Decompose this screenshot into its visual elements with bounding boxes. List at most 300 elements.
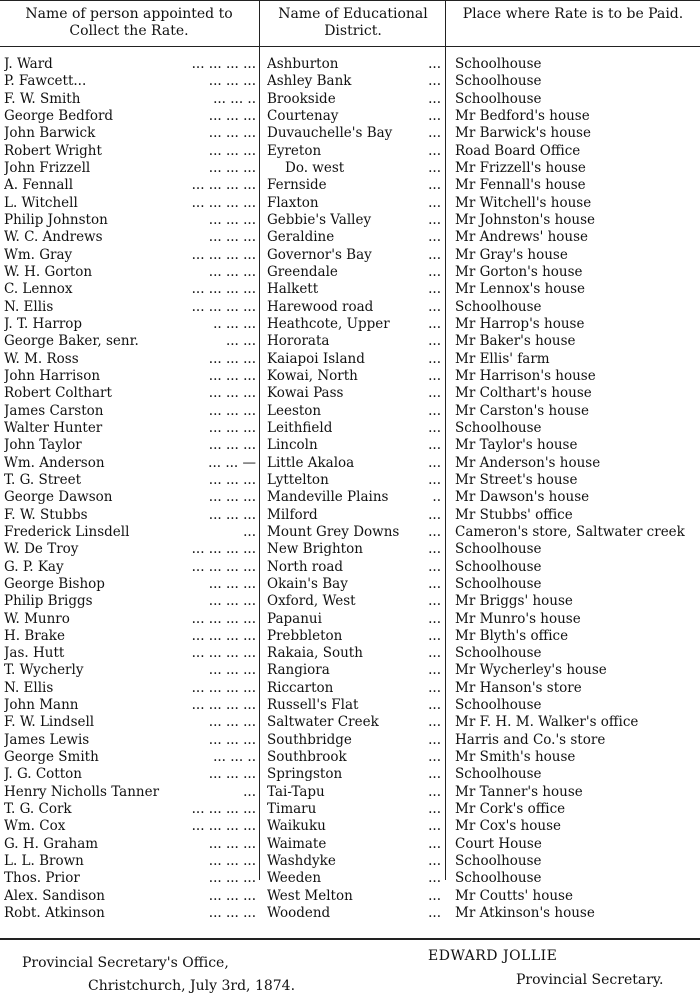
payment-place-cell	[455, 472, 700, 489]
district-name: Prebbleton	[267, 627, 343, 644]
payment-place-cell	[455, 91, 700, 108]
district-name: Oxford, West	[267, 593, 356, 610]
collector-name: Robert Colthart	[4, 385, 112, 402]
district-leader-dots: ...	[428, 558, 441, 575]
district-leader-dots: ...	[428, 679, 441, 696]
payment-place-cell	[455, 766, 700, 783]
collector-cell	[4, 333, 256, 350]
district-cell	[267, 818, 441, 835]
collector-name: Henry Nicholls Tanner	[4, 783, 160, 800]
district-name: New Brighton	[267, 541, 363, 558]
payment-place-cell	[455, 559, 700, 576]
district-leader-dots: ...	[428, 523, 441, 540]
payment-place-cell	[455, 108, 700, 125]
district-name: Eyreton	[267, 142, 322, 159]
district-cell	[267, 403, 441, 420]
collector-cell	[4, 143, 256, 160]
collector-name: W. De Troy	[4, 541, 79, 558]
payment-place: Mr Atkinson's house	[455, 905, 595, 922]
collector-leader-dots: ... ... ..	[213, 749, 256, 766]
header-collector-text: Name of person appointed to Collect the Rate.	[25, 6, 233, 39]
district-name: Leithfield	[267, 419, 333, 436]
header-collector	[0, 6, 258, 42]
district-cell	[267, 143, 441, 160]
collector-cell	[4, 212, 256, 229]
district-leader-dots: ...	[428, 506, 441, 523]
district-cell	[267, 247, 441, 264]
collector-cell	[4, 403, 256, 420]
table-row	[0, 732, 700, 749]
collector-name: George Smith	[4, 749, 99, 766]
collector-name: A. Fennall	[4, 177, 74, 194]
district-leader-dots: ...	[428, 159, 441, 176]
table-row	[0, 247, 700, 264]
collector-cell	[4, 229, 256, 246]
district-cell	[267, 732, 441, 749]
district-cell	[267, 281, 441, 298]
district-name: Halkett	[267, 281, 319, 298]
collector-cell	[4, 264, 256, 281]
payment-place: Mr Dawson's house	[455, 489, 590, 506]
payment-place: Schoolhouse	[455, 870, 542, 887]
payment-place-cell	[455, 125, 700, 142]
payment-place: Mr Blyth's office	[455, 627, 569, 644]
district-cell	[267, 836, 441, 853]
table-top-rule	[0, 0, 700, 1]
collector-cell	[4, 472, 256, 489]
table-row	[0, 628, 700, 645]
district-leader-dots: ...	[428, 125, 441, 142]
table-row	[0, 333, 700, 350]
payment-place: Schoolhouse	[455, 90, 542, 107]
payment-place-cell	[455, 368, 700, 385]
collector-leader-dots: .. ... ...	[213, 315, 256, 332]
district-leader-dots: ...	[428, 281, 441, 298]
collector-cell	[4, 195, 256, 212]
payment-place-cell	[455, 143, 700, 160]
table-row	[0, 281, 700, 298]
collector-cell	[4, 853, 256, 870]
collector-cell	[4, 420, 256, 437]
table-row	[0, 818, 700, 835]
district-name: Governor's Bay	[267, 246, 372, 263]
district-name: Springston	[267, 766, 343, 783]
district-cell	[267, 541, 441, 558]
footer-office: Provincial Secretary's Office,	[22, 955, 229, 971]
district-leader-dots: ...	[428, 541, 441, 558]
table-row	[0, 56, 700, 73]
payment-place-cell	[455, 56, 700, 73]
collector-cell	[4, 73, 256, 90]
collector-cell	[4, 593, 256, 610]
payment-place: Schoolhouse	[455, 298, 542, 315]
payment-place-cell	[455, 628, 700, 645]
district-cell	[267, 56, 441, 73]
collector-leader-dots: ... ... ...	[208, 662, 256, 679]
payment-place: Mr Coutts' house	[455, 887, 573, 904]
collector-leader-dots: ... ... ...	[208, 125, 256, 142]
district-cell	[267, 212, 441, 229]
table-row	[0, 316, 700, 333]
table-row	[0, 229, 700, 246]
collector-cell	[4, 160, 256, 177]
district-name: Do. west	[285, 159, 345, 176]
collector-cell	[4, 316, 256, 333]
collector-leader-dots: ... ... ...	[208, 419, 256, 436]
district-cell	[267, 697, 441, 714]
collector-name: Robt. Atkinson	[4, 905, 105, 922]
collector-cell	[4, 541, 256, 558]
district-cell	[267, 870, 441, 887]
collector-cell	[4, 714, 256, 731]
collector-leader-dots: ... ... ...	[208, 385, 256, 402]
district-name: Tai-Tapu	[267, 783, 325, 800]
collector-cell	[4, 697, 256, 714]
payment-place-cell	[455, 611, 700, 628]
payment-place-cell	[455, 541, 700, 558]
district-leader-dots: ...	[428, 801, 441, 818]
district-name: Papanui	[267, 610, 322, 627]
payment-place: Schoolhouse	[455, 541, 542, 558]
collector-leader-dots: ... ... ..	[213, 90, 256, 107]
district-name: Ashburton	[267, 56, 339, 72]
payment-place-cell	[455, 836, 700, 853]
district-name: Rangiora	[267, 662, 330, 679]
district-cell	[267, 662, 441, 679]
payment-place: Schoolhouse	[455, 558, 542, 575]
collector-cell	[4, 177, 256, 194]
district-cell	[267, 316, 441, 333]
district-leader-dots: ...	[428, 229, 441, 246]
district-leader-dots: ...	[428, 315, 441, 332]
table-row	[0, 299, 700, 316]
district-cell	[267, 680, 441, 697]
payment-place-cell	[455, 853, 700, 870]
table-row	[0, 368, 700, 385]
district-leader-dots: ...	[428, 419, 441, 436]
district-leader-dots: ...	[428, 610, 441, 627]
collector-leader-dots: ... ... ... ...	[191, 818, 256, 835]
district-cell	[267, 784, 441, 801]
collector-cell	[4, 628, 256, 645]
district-cell	[267, 160, 441, 177]
district-leader-dots: ...	[428, 783, 441, 800]
district-leader-dots: ...	[428, 107, 441, 124]
payment-place-cell	[455, 403, 700, 420]
collector-leader-dots: ... ... ... ...	[191, 801, 256, 818]
payment-place-cell	[455, 818, 700, 835]
header-bottom-rule	[0, 46, 700, 47]
district-cell	[267, 611, 441, 628]
collector-name: P. Fawcett...	[4, 73, 87, 90]
district-leader-dots: ...	[428, 627, 441, 644]
table-row	[0, 680, 700, 697]
collector-name: Walter Hunter	[4, 419, 103, 436]
district-cell	[267, 524, 441, 541]
payment-place-cell	[455, 697, 700, 714]
payment-place: Mr Barwick's house	[455, 125, 591, 142]
payment-place: Mr Witchell's house	[455, 194, 592, 211]
collector-cell	[4, 766, 256, 783]
district-name: Courtenay	[267, 107, 339, 124]
collector-cell	[4, 507, 256, 524]
table-row	[0, 195, 700, 212]
header-district-text: Name of Educational District.	[278, 6, 428, 39]
collector-name: John Frizzell	[4, 159, 91, 176]
collector-leader-dots: ... ... ... ...	[191, 627, 256, 644]
collector-name: F. W. Smith	[4, 90, 81, 107]
district-leader-dots: ...	[428, 56, 441, 72]
district-leader-dots: ...	[428, 905, 441, 922]
collector-name: Robert Wright	[4, 142, 102, 159]
collector-name: George Bedford	[4, 107, 114, 124]
collector-name: George Bishop	[4, 575, 105, 592]
district-cell	[267, 766, 441, 783]
district-cell	[267, 264, 441, 281]
payment-place: Mr Bedford's house	[455, 107, 590, 124]
collector-cell	[4, 680, 256, 697]
district-name: Mandeville Plains	[267, 489, 389, 506]
district-name: Weeden	[267, 870, 322, 887]
district-name: Russell's Flat	[267, 697, 359, 714]
district-cell	[267, 489, 441, 506]
collector-leader-dots: ... ... ...	[208, 402, 256, 419]
district-name: Kowai Pass	[267, 385, 344, 402]
collector-name: N. Ellis	[4, 679, 54, 696]
district-name: Heathcote, Upper	[267, 315, 390, 332]
collector-name: John Barwick	[4, 125, 96, 142]
district-leader-dots: ...	[428, 263, 441, 280]
payment-place: Mr Hanson's store	[455, 679, 582, 696]
collector-name: G. P. Kay	[4, 558, 64, 575]
collector-leader-dots: ... ... —	[208, 454, 256, 471]
payment-place-cell	[455, 507, 700, 524]
payment-place-cell	[455, 714, 700, 731]
payment-place-cell	[455, 73, 700, 90]
collector-cell	[4, 385, 256, 402]
table-row	[0, 836, 700, 853]
collector-leader-dots: ... ... ...	[208, 506, 256, 523]
table-row	[0, 472, 700, 489]
payment-place: Mr Smith's house	[455, 749, 576, 766]
collector-leader-dots: ... ... ...	[208, 593, 256, 610]
table-row	[0, 385, 700, 402]
collector-cell	[4, 888, 256, 905]
table-row	[0, 714, 700, 731]
collector-name: George Dawson	[4, 489, 113, 506]
district-leader-dots: ...	[428, 471, 441, 488]
collector-leader-dots: ... ... ... ...	[191, 194, 256, 211]
payment-place-cell	[455, 264, 700, 281]
district-leader-dots: ...	[428, 749, 441, 766]
district-name: West Melton	[267, 887, 353, 904]
district-leader-dots: ...	[428, 853, 441, 870]
table-row	[0, 177, 700, 194]
district-leader-dots: ...	[428, 298, 441, 315]
table-row	[0, 524, 700, 541]
collector-leader-dots: ... ... ...	[208, 229, 256, 246]
payment-place-cell	[455, 489, 700, 506]
collector-name: W. M. Ross	[4, 350, 79, 367]
payment-place: Mr Wycherley's house	[455, 662, 607, 679]
payment-place-cell	[455, 351, 700, 368]
district-cell	[267, 195, 441, 212]
collector-leader-dots: ... ... ... ...	[191, 645, 256, 662]
table-row	[0, 905, 700, 922]
table-row	[0, 507, 700, 524]
collector-cell	[4, 836, 256, 853]
district-cell	[267, 385, 441, 402]
table-row	[0, 801, 700, 818]
collector-name: Thos. Prior	[4, 870, 80, 887]
payment-place: Mr Cox's house	[455, 818, 562, 835]
payment-place: Mr Andrews' house	[455, 229, 589, 246]
collector-leader-dots: ... ... ... ...	[191, 558, 256, 575]
collector-cell	[4, 125, 256, 142]
table-row	[0, 749, 700, 766]
collector-cell	[4, 368, 256, 385]
district-cell	[267, 559, 441, 576]
collector-name: J. Ward	[4, 56, 53, 72]
district-leader-dots: ...	[428, 437, 441, 454]
payment-place: Mr Harrison's house	[455, 367, 596, 384]
collector-name: N. Ellis	[4, 298, 54, 315]
district-cell	[267, 645, 441, 662]
collector-leader-dots: ... ... ...	[208, 471, 256, 488]
collector-cell	[4, 455, 256, 472]
payment-place: Schoolhouse	[455, 575, 542, 592]
district-leader-dots: ...	[428, 731, 441, 748]
collector-leader-dots: ... ... ... ...	[191, 697, 256, 714]
district-cell	[267, 351, 441, 368]
payment-place: Schoolhouse	[455, 419, 542, 436]
table-row	[0, 611, 700, 628]
payment-place: Harris and Co.'s store	[455, 731, 606, 748]
district-cell	[267, 455, 441, 472]
collector-cell	[4, 489, 256, 506]
collector-cell	[4, 784, 256, 801]
collector-cell	[4, 611, 256, 628]
district-name: Okain's Bay	[267, 575, 348, 592]
payment-place-cell	[455, 593, 700, 610]
district-leader-dots: ...	[428, 194, 441, 211]
payment-place-cell	[455, 905, 700, 922]
district-name: Lyttelton	[267, 471, 329, 488]
district-leader-dots: ...	[428, 766, 441, 783]
district-leader-dots: ...	[428, 402, 441, 419]
payment-place: Mr Briggs' house	[455, 593, 573, 610]
payment-place: Mr Baker's house	[455, 333, 576, 350]
payment-place: Court House	[455, 835, 542, 852]
district-name: Southbridge	[267, 731, 352, 748]
payment-place: Schoolhouse	[455, 56, 542, 72]
district-name: Lincoln	[267, 437, 318, 454]
collector-leader-dots: ... ... ... ...	[191, 177, 256, 194]
collector-leader-dots: ... ... ... ...	[191, 610, 256, 627]
district-leader-dots: ...	[428, 870, 441, 887]
payment-place-cell	[455, 680, 700, 697]
payment-place-cell	[455, 333, 700, 350]
collector-cell	[4, 91, 256, 108]
collector-name: Philip Johnston	[4, 211, 108, 228]
collector-name: John Harrison	[4, 367, 101, 384]
district-cell	[267, 229, 441, 246]
payment-place: Mr Taylor's house	[455, 437, 578, 454]
table-row	[0, 593, 700, 610]
collector-cell	[4, 524, 256, 541]
district-leader-dots: ..	[432, 489, 441, 506]
district-leader-dots: ...	[428, 645, 441, 662]
collector-name: L. L. Brown	[4, 853, 84, 870]
collector-cell	[4, 108, 256, 125]
header-district	[262, 6, 444, 42]
payment-place: Mr Gorton's house	[455, 263, 583, 280]
payment-place: Mr Colthart's house	[455, 385, 592, 402]
payment-place: Mr Cork's office	[455, 801, 566, 818]
table-row	[0, 541, 700, 558]
collector-leader-dots: ...	[243, 783, 256, 800]
table-row	[0, 264, 700, 281]
payment-place-cell	[455, 645, 700, 662]
district-name: Little Akaloa	[267, 454, 355, 471]
collector-leader-dots: ... ... ... ...	[191, 541, 256, 558]
footer-place-date: Christchurch, July 3rd, 1874.	[88, 978, 296, 994]
district-leader-dots: ...	[428, 73, 441, 90]
collector-leader-dots: ... ... ...	[208, 905, 256, 922]
payment-place: Schoolhouse	[455, 853, 542, 870]
district-cell	[267, 749, 441, 766]
collector-name: W. C. Andrews	[4, 229, 103, 246]
collector-name: G. H. Graham	[4, 835, 99, 852]
table-row	[0, 766, 700, 783]
district-name: Riccarton	[267, 679, 334, 696]
district-cell	[267, 853, 441, 870]
payment-place: Mr Munro's house	[455, 610, 581, 627]
collector-name: James Lewis	[4, 731, 90, 748]
collector-name: Wm. Gray	[4, 246, 73, 263]
collector-leader-dots: ... ... ...	[208, 159, 256, 176]
district-cell	[267, 420, 441, 437]
district-name: Kowai, North	[267, 367, 358, 384]
collector-leader-dots: ... ... ...	[208, 489, 256, 506]
district-leader-dots: ...	[428, 90, 441, 107]
district-leader-dots: ...	[428, 575, 441, 592]
payment-place-cell	[455, 888, 700, 905]
collector-cell	[4, 645, 256, 662]
payment-place: Mr Harrop's house	[455, 315, 585, 332]
payment-place-cell	[455, 870, 700, 887]
collector-name: L. Witchell	[4, 194, 78, 211]
collector-cell	[4, 732, 256, 749]
district-name: Waimate	[267, 835, 327, 852]
payment-place: Mr Johnston's house	[455, 211, 596, 228]
district-name: Duvauchelle's Bay	[267, 125, 393, 142]
table-row	[0, 697, 700, 714]
payment-place: Mr Stubbs' office	[455, 506, 573, 523]
collector-cell	[4, 437, 256, 454]
collector-cell	[4, 247, 256, 264]
district-leader-dots: ...	[428, 662, 441, 679]
district-leader-dots: ...	[428, 454, 441, 471]
collector-cell	[4, 576, 256, 593]
payment-place: Mr Frizzell's house	[455, 159, 586, 176]
table-row	[0, 489, 700, 506]
collector-name: Wm. Anderson	[4, 454, 105, 471]
collector-leader-dots: ... ... ...	[208, 142, 256, 159]
header-place-text: Place where Rate is to be Paid.	[462, 6, 684, 22]
district-leader-dots: ...	[428, 142, 441, 159]
collector-name: George Baker, senr.	[4, 333, 139, 350]
